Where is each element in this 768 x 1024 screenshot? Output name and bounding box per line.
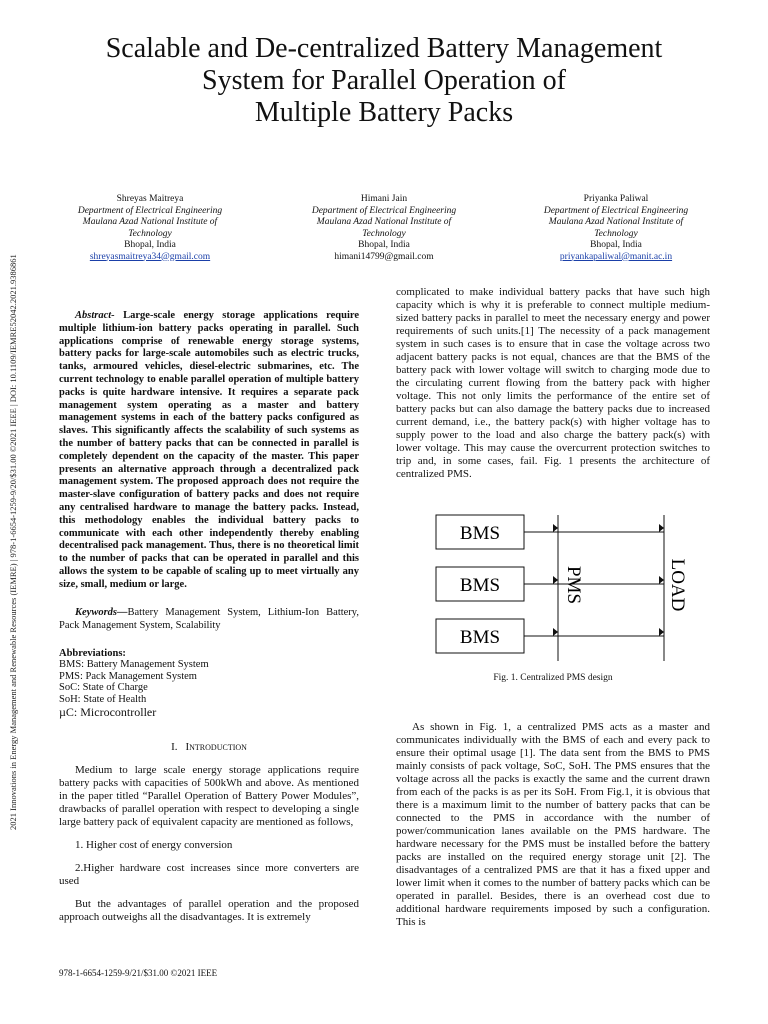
title-line: System for Parallel Operation of [202, 65, 566, 96]
figure-centralized-pms [396, 511, 710, 701]
arrow-head [659, 628, 664, 636]
keywords-label: Keywords— [75, 606, 128, 618]
author-name: Shreyas Maitreya [116, 194, 184, 204]
section-heading [59, 741, 359, 754]
arrow-head [553, 628, 558, 636]
bms-label: BMS [459, 627, 501, 648]
author-block [274, 194, 494, 263]
keywords-text: Battery Management System, Lithium-Ion Battery, Pack Management System, Scalability [59, 606, 359, 631]
arrow-head [659, 524, 664, 532]
abbreviations [59, 648, 359, 720]
body-paragraph: complicated to make individual battery packs that have such high capacity which is why it is preferable to connect multiple medium-sized battery packs in parallel to meet the necessary energy and power requirements of such units.[1] The necessity of a pack management system in such cases is to ensure that in case the voltage across two adjacent battery packs is not equal, chances are that the BMS of the battery pack with lower voltage will switch to charging mode due to the circulating current flowing from the battery pack with higher voltage. This not only limits the performance of the entire set of battery packs but can also damage the battery packs due to increased current demand, i.e., the battery pack(s) with higher voltage has to supply power to the load and also charge the battery pack(s) with lower voltage. This may cause the overcurrent protection switches to trip and, in some cases, fail. Fig. 1 presents the architecture of centralized PMS. [396, 286, 710, 480]
body-paragraph: As shown in Fig. 1, a centralized PMS acts as a master and communicates individually with the BMS of each and every pack to ensure their optimal usage [1]. The data sent from the BMS to PMS mainly consists of pack voltage, SoC, SoH. The PMS ensures that the voltage across all the packs is exactly the same and the current drawn from each of the packs is as per its SoH. From Fig.1, it is obvious that there is a maximum limit to the number of battery packs that can be connected to the PMS in accordance with the number of power/communication lanes available on the PMS hardware. The hardware necessary for the PMS must be installed before the battery packs are installed on the required energy storage unit [2]. The disadvantages of a centralized PMS are that it has a fixed upper and lower limit when it comes to the number of battery packs which can be operated in parallel. Besides, there is an overhead cost due to additional hardware requirements imposed by such a configuration. This is [396, 721, 710, 928]
bms-label: BMS [459, 575, 501, 596]
author-city: Bhopal, India [124, 240, 176, 250]
author-dept: Department of Electrical Engineering [543, 205, 689, 216]
right-column [396, 286, 710, 929]
list-item: 1. Higher cost of energy conversion [75, 839, 233, 852]
author-inst: Technology [128, 228, 172, 239]
abstract-lead: Abstract- [75, 310, 115, 321]
title-line: Multiple Battery Packs [254, 97, 514, 128]
abbreviation-item: BMS: Battery Management System [59, 659, 209, 671]
author-inst: Technology [362, 228, 406, 239]
title-line: Scalable and De-centralized Battery Management [105, 33, 663, 64]
figure-caption: Fig. 1. Centralized PMS design [493, 673, 613, 683]
abbreviation-item: SoH: State of Health [59, 693, 147, 705]
author-block [506, 194, 726, 263]
section-number: I. [171, 741, 178, 754]
abbreviation-item: µC: Microcontroller [59, 705, 157, 720]
author-inst: Maulana Azad National Institute of [316, 217, 452, 227]
author-name: Priyanka Paliwal [583, 194, 649, 204]
page-footer: 978-1-6654-1259-9/21/$31.00 ©2021 IEEE [59, 968, 218, 978]
abbreviation-item: SoC: State of Charge [59, 682, 148, 694]
pms-label: PMS [563, 565, 584, 605]
arrow-head [553, 576, 558, 584]
abbreviations-title: Abbreviations: [59, 647, 126, 659]
author-block [40, 194, 260, 263]
author-email: himani14799@gmail.com [334, 251, 434, 262]
author-dept: Department of Electrical Engineering [77, 205, 223, 216]
author-inst: Technology [594, 228, 638, 239]
intro-paragraph: But the advantages of parallel operation and the proposed approach outweighs all the disadvantages. It is extremely [59, 898, 359, 924]
paper-title [60, 33, 708, 129]
side-doi-note: 2021 Innovations in Energy Management and Renewable Resources (IEMRE) | 978-1-6654-1259-9/20/$31.00 ©2021 IEEE | DOI: 10.1109/IEMRE52042.2021.9386861 [8, 254, 18, 830]
arrow-head [659, 576, 664, 584]
section-title: Introduction [185, 741, 247, 754]
author-inst: Maulana Azad National Institute of [548, 217, 684, 227]
list-item: 2.Higher hardware cost increases since more converters are used [59, 862, 359, 888]
abstract-body: Large-scale energy storage applications require multiple lithium-ion battery packs operating in parallel. Such applications comprise of renewable energy storage systems, battery packs for large-scale automobiles such as electric trucks, tanks, armoured vehicles, diesel-electric submarines, etc. The current technology to enable parallel operation of multiple battery packs is quite hardware intensive. It requires a separate pack management system operating as a master and battery management systems in each of the battery packs configured as slaves. This significantly affects the scalability of such systems as the number of battery packs that can be connected in parallel is completely dependent on the capacity of the master. This paper presents an alternative approach through a decentralized pack management system. The proposed approach does not require the master-slave configuration of battery packs and does not require any centralised hardware to manage the battery packs. Instead, this methodology enables the individual battery packs to communicate with each other independently thereby enabling decentralised pack management. Thus, there is no theoretical limit to the number of packs that can be operated in parallel and this allows the system to be capable of scaling up to meet virtually any size, small, medium or large. [59, 310, 359, 590]
left-column [59, 310, 359, 924]
author-inst: Maulana Azad National Institute of [82, 217, 218, 227]
abbreviation-item: PMS: Pack Management System [59, 670, 197, 682]
arrow-head [553, 524, 558, 532]
author-name: Himani Jain [360, 194, 408, 204]
keywords [59, 606, 359, 632]
author-email-link[interactable]: shreyasmaitreya34@gmail.com [89, 251, 211, 262]
load-label: LOAD [667, 558, 688, 612]
bms-label: BMS [459, 523, 501, 544]
author-city: Bhopal, India [590, 240, 642, 250]
abstract [59, 310, 359, 592]
intro-paragraph: Medium to large scale energy storage applications require battery packs with capacities of 500kWh and above. As mentioned in the paper titled “Parallel Operation of Battery Power Modules”, drawbacks of parallel operation with respect to developing a single large battery pack of equivalent capacity are mentioned as follows, [59, 764, 359, 829]
author-dept: Department of Electrical Engineering [311, 205, 457, 216]
author-email-link[interactable]: priyankapaliwal@manit.ac.in [559, 251, 673, 262]
author-city: Bhopal, India [358, 240, 410, 250]
